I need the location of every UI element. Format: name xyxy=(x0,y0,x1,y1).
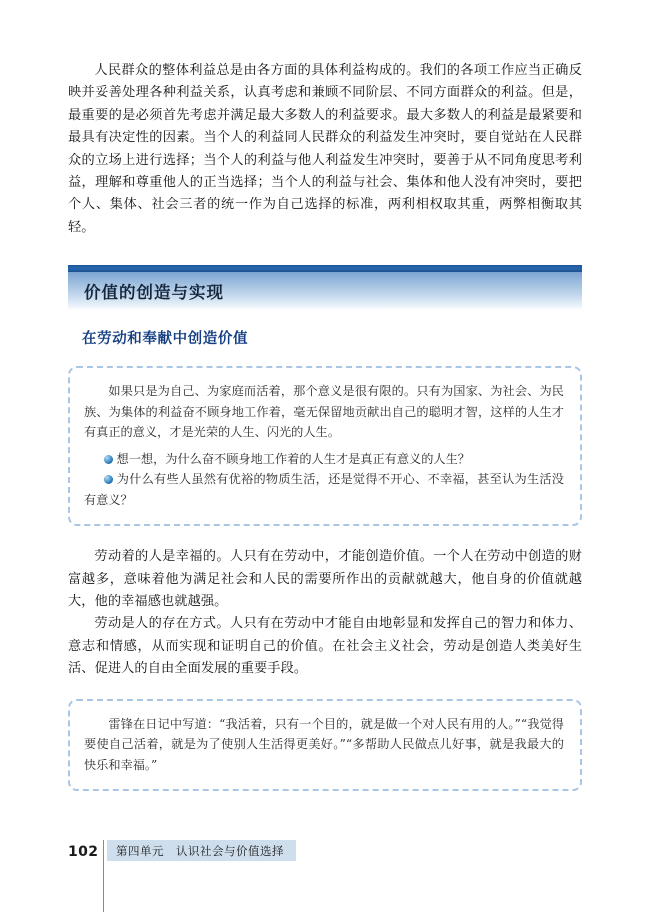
activity-box-2 xyxy=(68,699,582,792)
activity-box-2-text: 雷锋在日记中写道：“我活着，只有一个目的，就是做一个对人民有用的人。”“我觉得要使自己活着，就是为了使别人生活得更美好。”“多帮助人民做点儿好事，就是我最大的快乐和幸福。” xyxy=(84,716,564,772)
running-head-text: 第四单元 认识社会与价值选择 xyxy=(116,843,284,858)
page-number: 102 xyxy=(68,844,99,860)
activity-box-1-text: 如果只是为自己、为家庭而活着，那个意义是很有限的。只有为国家、为社会、为民族、为集体的利益奋不顾身地工作着，毫无保留地贡献出自己的聪明才智，这样的人生才有真正的意义，才是光荣的人生、闪光的人生。 xyxy=(84,384,564,440)
blue-dot-icon xyxy=(104,475,113,484)
running-head-band xyxy=(107,840,296,861)
body-paragraph-1: 劳动着的人是幸福的。人只有在劳动中，才能创造价值。一个人在劳动中创造的财富越多，意味着他为满足社会和人民的需要所作出的贡献就越大，他自身的价值就越大，他的幸福感也就越强。 xyxy=(68,549,582,610)
activity-box-1 xyxy=(68,366,582,526)
section-header-band xyxy=(68,272,582,310)
section-title: 价值的创造与实现 xyxy=(84,283,224,303)
section-header xyxy=(68,265,582,310)
section-header-topbar xyxy=(68,265,582,272)
activity-box-1-question-list xyxy=(84,449,564,511)
body-paragraph-2: 劳动是人的存在方式。人只有在劳动中才能自由地彰显和发挥自己的智力和体力、意志和情感，从而实现和证明自己的价值。在社会主义社会，劳动是创造人类美好生活、促进人的自由全面发展的重要手段。 xyxy=(68,616,582,677)
page-footer xyxy=(0,840,650,912)
blue-dot-icon xyxy=(104,455,113,464)
list-item xyxy=(84,469,564,510)
sub-heading: 在劳动和奉献中创造价值 xyxy=(82,331,249,348)
question-text: 想一想，为什么奋不顾身地工作着的人生才是真正有意义的人生？ xyxy=(116,451,470,466)
page-content xyxy=(68,60,582,791)
footer-divider-line xyxy=(103,840,104,912)
question-text: 为什么有些人虽然有优裕的物质生活，还是觉得不开心、不幸福，甚至认为生活没有意义？ xyxy=(84,472,564,507)
list-item xyxy=(84,449,564,470)
body-paragraphs xyxy=(68,546,582,680)
intro-paragraph: 人民群众的整体利益总是由各方面的具体利益构成的。我们的各项工作应当正确反映并妥善处理各种利益关系，认真考虑和兼顾不同阶层、不同方面群众的利益。但是，最重要的是必须首先考虑并满足最大多数人的利益要求。最大多数人的利益是最紧要和最具有决定性的因素。当个人的利益同人民群众的利益发生冲突时，要自觉站在人民群众的立场上进行选择；当个人的利益与他人利益发生冲突时，要善于从不同角度思考利益，理解和尊重他人的正当选择；当个人的利益与社会、集体和他人没有冲突时，要把个人、集体、社会三者的统一作为自己选择的标准，两利相权取其重，两弊相衡取其轻。 xyxy=(68,63,582,235)
